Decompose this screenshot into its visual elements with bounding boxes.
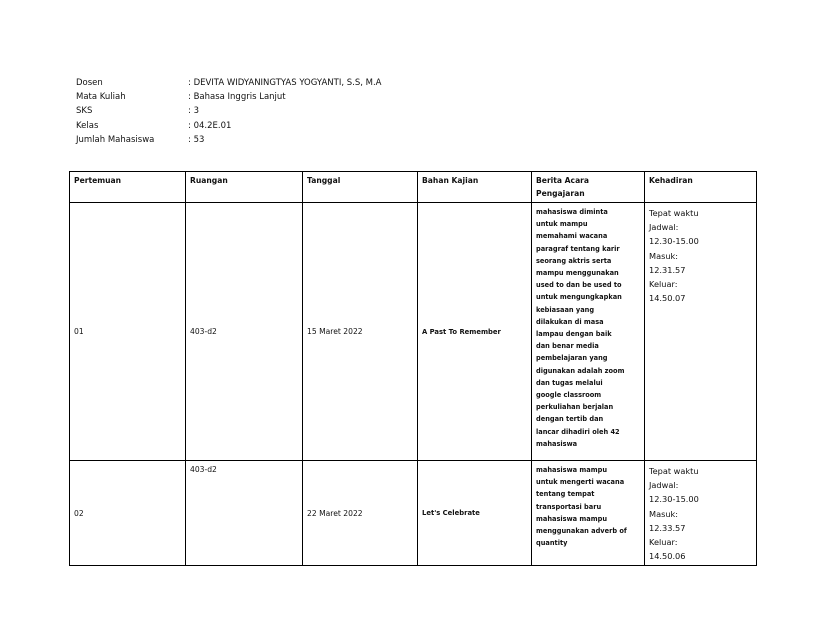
berita-line: dilakukan di masa bbox=[536, 317, 604, 326]
kehadiran-line: Masuk: bbox=[649, 508, 679, 519]
berita-line: quantity bbox=[536, 539, 568, 548]
kehadiran-line: 12.30-15.00 bbox=[649, 494, 699, 505]
berita-line: mampu menggunakan bbox=[536, 269, 619, 278]
col-header-tanggal: Tanggal bbox=[303, 172, 418, 203]
col-header-bahan-kajian: Bahan Kajian bbox=[418, 172, 532, 203]
berita-line: dan benar media bbox=[536, 342, 599, 351]
kehadiran-line: Jadwal: bbox=[649, 222, 679, 233]
berita-line: tentang tempat bbox=[536, 490, 595, 499]
berita-line: untuk mengerti wacana bbox=[536, 478, 625, 487]
cell-tanggal: 22 Maret 2022 bbox=[303, 461, 418, 566]
berita-line: perkuliahan berjalan bbox=[536, 403, 614, 412]
dosen-label: Dosen bbox=[76, 78, 103, 88]
berita-line: mahasiswa mampu bbox=[536, 514, 608, 523]
berita-line: digunakan adalah zoom bbox=[536, 366, 625, 375]
matkul-label: Mata Kuliah bbox=[76, 92, 126, 103]
berita-line: lancar dihadiri oleh 42 bbox=[536, 427, 620, 436]
info-row-sks bbox=[76, 104, 381, 118]
jumlah-label: Jumlah Mahasiswa bbox=[76, 134, 155, 145]
berita-line: mahasiswa diminta bbox=[536, 208, 608, 216]
berita-line: lampau dengan baik bbox=[536, 330, 612, 339]
col-header-berita-acara: Berita Acara Pengajaran bbox=[532, 172, 645, 203]
table-header-row bbox=[70, 172, 757, 203]
cell-ruangan: 403-d2 bbox=[186, 203, 303, 461]
cell-kehadiran bbox=[645, 461, 757, 566]
cell-ruangan: 403-d2 bbox=[186, 461, 303, 566]
info-row-kelas bbox=[76, 119, 381, 133]
cell-pertemuan: 01 bbox=[70, 203, 186, 461]
kehadiran-line: 14.50.06 bbox=[649, 551, 686, 562]
sks-label: SKS bbox=[76, 106, 93, 117]
kehadiran-line: Masuk: bbox=[649, 250, 679, 261]
berita-line: seorang aktris serta bbox=[536, 256, 612, 265]
dosen-value: : DEVITA WIDYANINGTYAS YOGYANTI, S.S, M.A bbox=[188, 78, 382, 88]
col-header-ruangan: Ruangan bbox=[186, 172, 303, 203]
attendance-table bbox=[69, 171, 757, 566]
kehadiran-line: Tepat waktu bbox=[649, 466, 699, 476]
kelas-label: Kelas bbox=[76, 120, 99, 131]
berita-line: transportasi baru bbox=[536, 502, 602, 511]
col-header-pertemuan: Pertemuan bbox=[70, 172, 186, 203]
kehadiran-line: Jadwal: bbox=[649, 480, 679, 491]
cell-berita-acara bbox=[532, 203, 645, 461]
col-header-kehadiran: Kehadiran bbox=[645, 172, 757, 203]
matkul-value: : Bahasa Inggris Lanjut bbox=[188, 92, 286, 103]
cell-pertemuan: 02 bbox=[70, 461, 186, 566]
info-row-dosen bbox=[76, 76, 381, 90]
kehadiran-line: 14.50.07 bbox=[649, 293, 686, 304]
cell-berita-acara bbox=[532, 461, 645, 566]
info-row-jumlah bbox=[76, 133, 381, 147]
berita-line: dengan tertib dan bbox=[536, 415, 604, 424]
berita-line: untuk mengungkapkan bbox=[536, 293, 622, 302]
cell-bahan-kajian: A Past To Remember bbox=[418, 203, 532, 461]
jumlah-value: : 53 bbox=[188, 134, 205, 145]
berita-line: kebiasaan yang bbox=[536, 305, 595, 314]
kehadiran-line: 12.33.57 bbox=[649, 522, 686, 533]
kehadiran-line: 12.30-15.00 bbox=[649, 236, 699, 247]
table-row bbox=[70, 461, 757, 566]
kehadiran-line: 12.31.57 bbox=[649, 264, 686, 275]
berita-line: mahasiswa bbox=[536, 439, 578, 448]
kehadiran-line: Keluar: bbox=[649, 279, 678, 290]
cell-kehadiran bbox=[645, 203, 757, 461]
berita-line: menggunakan adverb of bbox=[536, 527, 627, 536]
cell-bahan-kajian: Let's Celebrate bbox=[418, 461, 532, 566]
kehadiran-line: Keluar: bbox=[649, 537, 678, 548]
berita-line: used to dan be used to bbox=[536, 281, 622, 290]
cell-tanggal: 15 Maret 2022 bbox=[303, 203, 418, 461]
berita-line: paragraf tentang karir bbox=[536, 244, 620, 253]
kehadiran-line: Tepat waktu bbox=[649, 208, 699, 218]
sks-value: : 3 bbox=[188, 106, 199, 117]
berita-line: pembelajaran yang bbox=[536, 354, 608, 363]
course-info bbox=[76, 76, 381, 147]
table-row bbox=[70, 203, 757, 461]
berita-line: memahami wacana bbox=[536, 232, 608, 241]
berita-line: mahasiswa mampu bbox=[536, 466, 608, 474]
berita-line: untuk mampu bbox=[536, 220, 588, 229]
info-row-matkul bbox=[76, 90, 381, 104]
berita-line: google classroom bbox=[536, 391, 602, 400]
berita-line: dan tugas melalui bbox=[536, 378, 603, 387]
kelas-value: : 04.2E.01 bbox=[188, 120, 232, 131]
